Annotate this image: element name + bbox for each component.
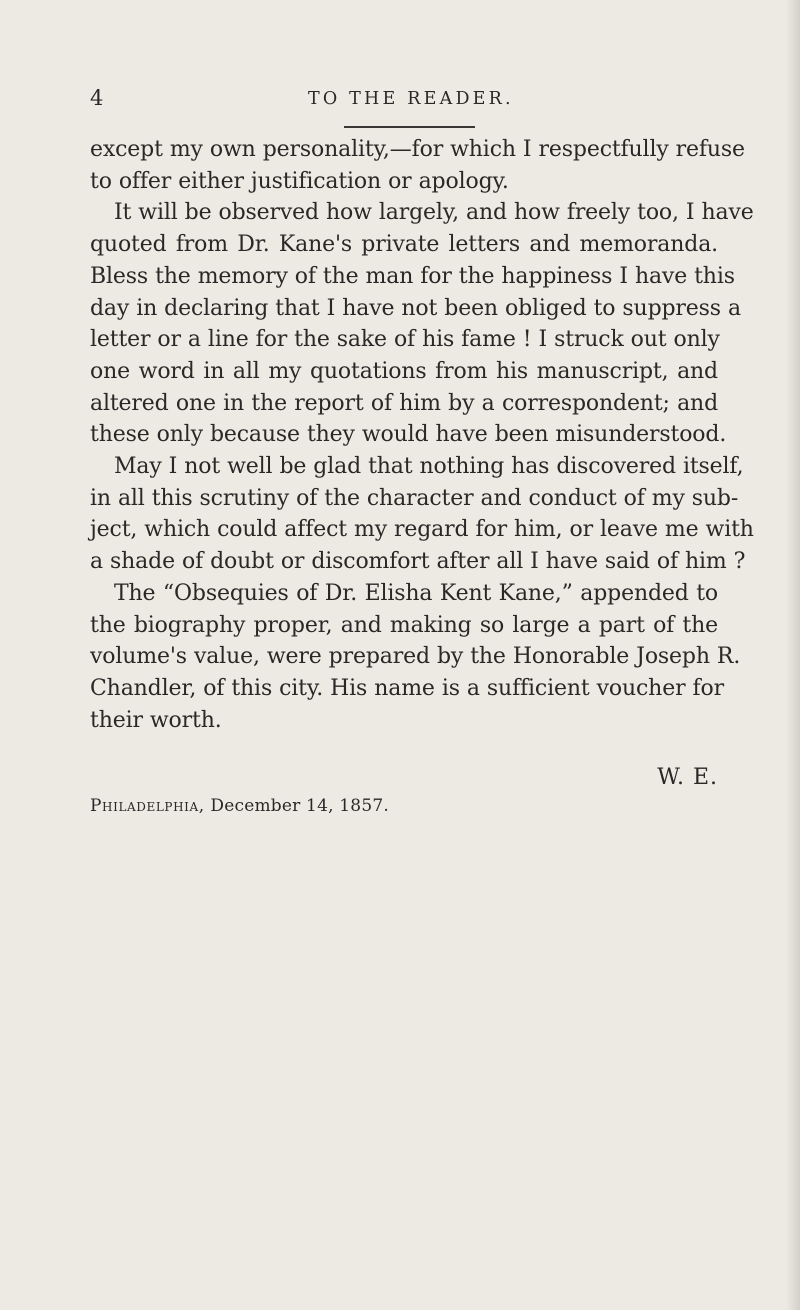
dateline <box>90 796 389 816</box>
text-line: their worth. <box>90 707 222 733</box>
text-line: a shade of doubt or discomfort after all I have said of him ? <box>90 549 746 575</box>
text-line: May I not well be glad that nothing has discovered itself, <box>114 454 744 480</box>
text-line: in all this scrutiny of the character and conduct of my sub- <box>90 485 739 511</box>
text-line: these only because they would have been misunderstood. <box>90 422 727 448</box>
page-edge-shadow <box>786 0 800 1310</box>
text-line: volume's value, were prepared by the Honorable Joseph R. <box>90 644 741 670</box>
text-line: the biography proper, and making so large a part of the <box>90 612 718 638</box>
text-line: The “Obsequies of Dr. Elisha Kent Kane,” appended to <box>114 580 718 606</box>
signature-initials: W. E. <box>657 765 718 790</box>
text-line: ject, which could affect my regard for him, or leave me with <box>90 517 754 543</box>
page-number: 4 <box>90 86 104 110</box>
text-line: except my own personality,—for which I respectfully refuse <box>90 137 745 162</box>
text-line: one word in all my quotations from his manuscript, and <box>90 358 718 384</box>
header-rule <box>344 126 475 128</box>
running-head <box>90 86 730 116</box>
text-line: Bless the memory of the man for the happiness I have this <box>90 263 735 289</box>
text-line: altered one in the report of him by a correspondent; and <box>90 390 718 416</box>
text-line: quoted from Dr. Kane's private letters and memoranda. <box>90 232 718 258</box>
body-text <box>90 134 754 736</box>
text-line: to offer either justification or apology. <box>90 168 509 194</box>
text-line: It will be observed how largely, and how freely too, I have <box>114 200 754 226</box>
text-line: letter or a line for the sake of his fame ! I struck out only <box>90 327 720 353</box>
dateline-date: December 14, 1857. <box>210 796 389 816</box>
text-line: Chandler, of this city. His name is a sufficient voucher for <box>90 675 724 701</box>
text-line: day in declaring that I have not been obliged to suppress a <box>90 295 741 321</box>
dateline-place: Philadelphia, <box>90 796 205 816</box>
running-head-title: TO THE READER. <box>308 89 514 109</box>
